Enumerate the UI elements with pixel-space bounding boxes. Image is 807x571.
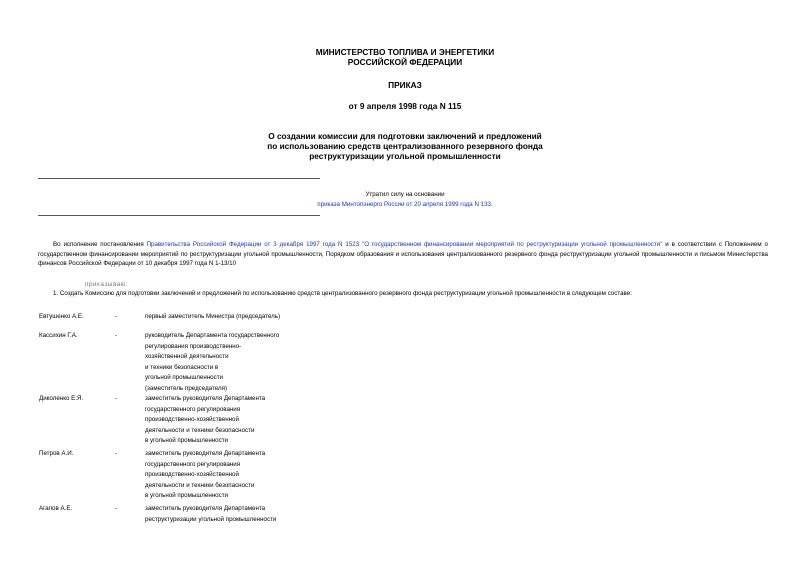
member-role — [145, 504, 315, 525]
doc-title-line-1: О создании комиссии для подготовки заключений и предложений — [268, 131, 542, 141]
member-role-line: заместитель руководителя Департамента — [145, 395, 266, 402]
member-name: Агапов А.Е. — [39, 505, 73, 512]
member-role-line: руководитель Департамента государственного — [145, 332, 280, 339]
member-role-line: в угольной промышленности — [145, 437, 229, 444]
doc-type: ПРИКАЗ — [388, 80, 422, 90]
member-role-line: деятельности и техники безопасности — [145, 426, 255, 434]
member-role-line: государственного регулирования — [145, 460, 241, 468]
member-role-line: хозяйственной деятельности — [145, 353, 229, 360]
member-role — [145, 331, 315, 394]
member-name: Кассихин Г.А. — [39, 332, 78, 339]
member-name: Петров А.И. — [39, 450, 74, 457]
status-line — [220, 200, 590, 209]
preamble-rest: и в соответствии с Положением о государственном финансировании мероприятий по реструктуризации угольной промышленности, Порядком образования и использования централизованного резервного фонда реструктуризации угольной промышленности и письмом Министерства финансов Российской Федерации от 10 декабря 1997 года N 1-13/10 — [38, 241, 768, 268]
member-role-line: регулирования производственно- — [145, 342, 242, 350]
member-role-line: заместитель руководителя Департамента — [145, 450, 266, 457]
member-name: Евтушенко А.Е. — [39, 313, 84, 320]
status-note: Утратил силу на основании — [365, 191, 445, 198]
member-role-line: государственного регулирования — [145, 405, 241, 413]
member-dash: - — [115, 450, 118, 457]
divider-bottom — [38, 215, 320, 216]
member-role — [145, 449, 315, 502]
member-role-line: в угольной промышленности — [145, 492, 229, 499]
member-role-line: и техники безопасности в — [145, 363, 219, 371]
status-link-suffix: . — [490, 201, 493, 208]
member-role — [145, 312, 315, 323]
government-decree-link[interactable]: Правительства Российской Федерации от 3 декабря 1997 года N 1523 "О государственном финансировании мероприятий по реструктуризации угольной промышленности" — [146, 241, 663, 248]
member-dash: - — [115, 313, 118, 320]
member-role-line: реструктуризации угольной промышленности — [145, 515, 277, 523]
member-role-line: заместитель руководителя Департамента — [145, 505, 266, 512]
member-role-line: угольной промышленности — [145, 374, 223, 381]
member-role-line: производственно-хозяйственной — [145, 416, 239, 423]
ministry-line-1: МИНИСТЕРСТВО ТОПЛИВА И ЭНЕРГЕТИКИ — [315, 47, 495, 57]
member-name: Диколенко Е.Я. — [39, 395, 84, 402]
doc-date-number: от 9 апреля 1998 года N 115 — [348, 101, 462, 111]
doc-title-line-2: по использованию средств централизованного резервного фонда — [267, 141, 543, 151]
order-word: приказываю: — [85, 281, 129, 288]
repeal-order-link[interactable]: приказа Минтопэнерго России от 20 апреля 1999 года N 133 — [317, 201, 491, 208]
preamble — [38, 240, 768, 269]
member-dash: - — [115, 505, 118, 512]
member-role — [145, 394, 315, 447]
ministry-heading — [250, 47, 560, 67]
item-1: 1. Создать Комиссию для подготовки заключений и предложений по использованию средств централизованного резервного фонда реструктуризации угольной промышленности в следующем составе: — [53, 290, 632, 297]
member-role-line: первый заместитель Министра (председатель) — [145, 313, 281, 320]
preamble-lead: Во исполнение постановления — [53, 241, 147, 248]
ministry-line-2: РОССИЙСКОЙ ФЕДЕРАЦИИ — [347, 57, 463, 67]
divider-top — [38, 178, 320, 179]
member-role-line: деятельности и техники безопасности — [145, 481, 255, 489]
member-role-line: (заместитель председателя) — [145, 384, 228, 392]
member-dash: - — [115, 395, 118, 402]
doc-title — [200, 131, 610, 161]
member-dash: - — [115, 332, 118, 339]
doc-title-line-3: реструктуризации угольной промышленности — [309, 151, 501, 161]
member-role-line: производственно-хозяйственной — [145, 471, 239, 478]
